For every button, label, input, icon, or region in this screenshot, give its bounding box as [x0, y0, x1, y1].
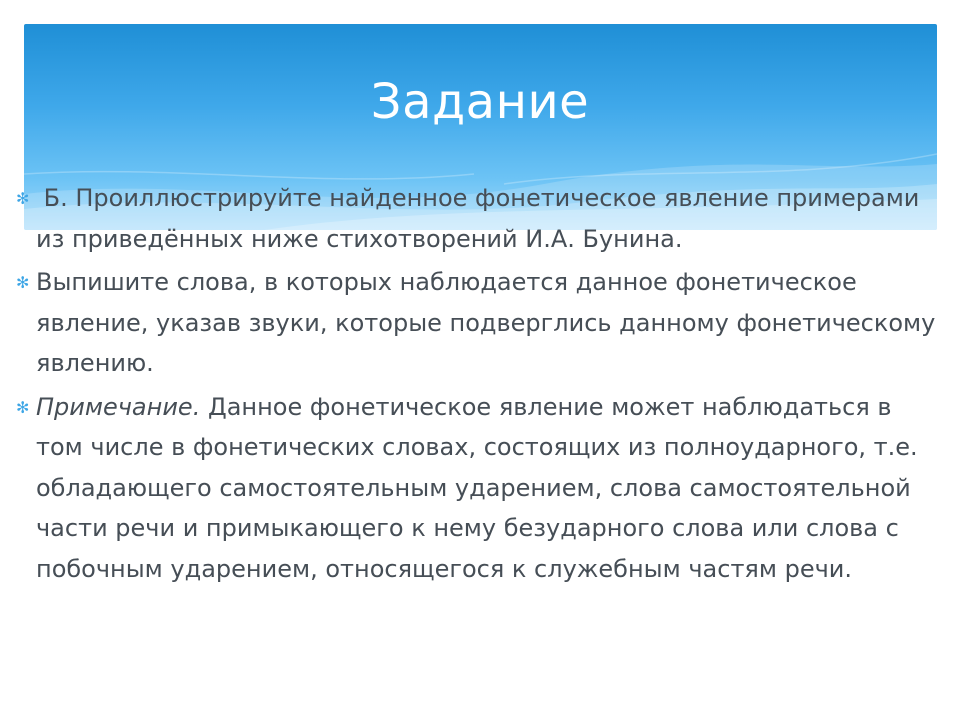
note-label: Примечание.	[36, 392, 201, 421]
list-item	[16, 387, 936, 590]
bullet-list	[16, 178, 936, 592]
list-item	[16, 262, 936, 384]
slide-title: Задание	[370, 74, 590, 130]
item-text: Данное фонетическое явление может наблюдаться в том числе в фонетических словах, состоящих из полноударного, т.е. обладающего самостоятельным ударением, слова самостоятельной части речи и примыкающего к нему безударного слова или слова с побочным ударением, относящегося к служебным частям речи.	[36, 392, 926, 583]
item-text: Выпишите слова, в которых наблюдается данное фонетическое явление, указав звуки, которые подверглись данному фонетическому явлению.	[36, 268, 936, 377]
list-item	[16, 178, 936, 259]
asterisk-bullet-icon: ✻	[16, 273, 30, 292]
asterisk-bullet-icon: ✻	[16, 189, 30, 208]
asterisk-bullet-icon: ✻	[16, 397, 30, 417]
item-text: Б. Проиллюстрируйте найденное фонетическое явление примерами из приведённых ниже стихотворений И.А. Бунина.	[36, 184, 928, 253]
